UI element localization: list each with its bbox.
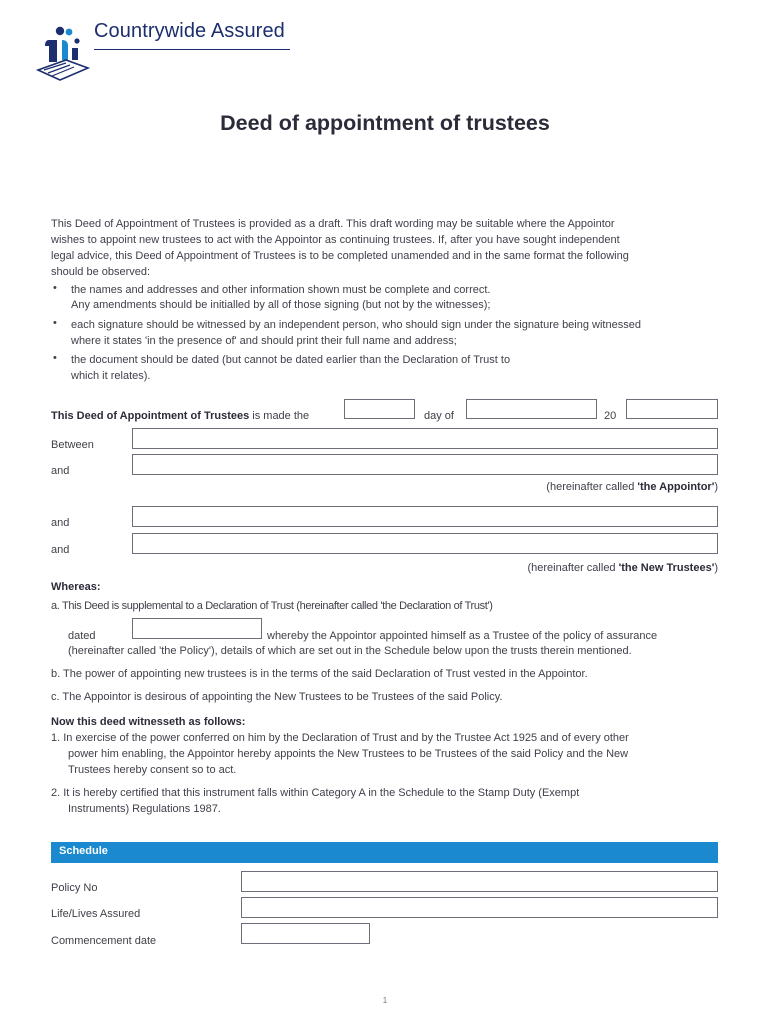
and-label: and	[51, 517, 70, 529]
trustees-note-pre: (hereinafter called	[527, 562, 619, 574]
day-of-label: day of	[424, 410, 454, 422]
policy-no-input[interactable]	[241, 871, 718, 892]
appointor-note-pre: (hereinafter called	[546, 481, 638, 493]
year-prefix-label: 20	[604, 410, 617, 422]
witnesseth-p2: 2. It is hereby certified that this instrument falls within Category A in the Schedule to the Stamp Duty (Exempt	[51, 787, 580, 799]
trustees-note-bold: 'the New Trustees'	[618, 562, 715, 574]
page-title: Deed of appointment of trustees	[220, 111, 550, 135]
commencement-label: Commencement date	[51, 935, 157, 947]
trustees-note-post: )	[714, 562, 718, 574]
appointor-address-input[interactable]	[132, 454, 718, 475]
commencement-date-input[interactable]	[241, 923, 370, 944]
witnesseth-p1: 1. In exercise of the power conferred on him by the Declaration of Trust and by the Trustee Act 1925 and of every other	[51, 732, 629, 744]
appointor-note-post: )	[714, 481, 718, 493]
day-input[interactable]	[344, 399, 415, 419]
witnesseth-heading: Now this deed witnesseth as follows:	[51, 716, 246, 728]
bullet-icon: •	[53, 352, 57, 364]
whereas-b: b. The power of appointing new trustees is in the terms of the said Declaration of Trust vested in the Appointor.	[51, 668, 588, 680]
page-number: 1	[382, 996, 388, 1005]
lives-assured-input[interactable]	[241, 897, 718, 918]
intro-line: legal advice, this Deed of Appointment of Trustees is to be completed unamended and in the same format the following	[51, 250, 629, 262]
bullet-text: Any amendments should be initialled by all of those signing (but not by the witnesses);	[71, 299, 491, 311]
lives-assured-label: Life/Lives Assured	[51, 908, 141, 920]
and-label: and	[51, 544, 70, 556]
bullet-text: the document should be dated (but cannot be dated earlier than the Declaration of Trust to	[71, 354, 511, 366]
intro-line: should be observed:	[51, 266, 151, 278]
intro-line: This Deed of Appointment of Trustees is provided as a draft. This draft wording may be suitable where the Appointor	[51, 218, 615, 230]
and-label: and	[51, 465, 70, 477]
year-input[interactable]	[626, 399, 718, 419]
declaration-date-input[interactable]	[132, 618, 262, 639]
appointor-note-bold: 'the Appointor'	[637, 481, 715, 493]
whereas-a-cont: (hereinafter called 'the Policy'), details of which are set out in the Schedule below upon the trusts therein mentioned.	[68, 645, 632, 657]
brand-underline	[94, 49, 290, 50]
bullet-icon: •	[53, 317, 57, 329]
deed-intro-rest: is made the	[252, 410, 310, 422]
schedule-header-bar	[51, 842, 718, 863]
whereas-a: a. This Deed is supplemental to a Declaration of Trust (hereinafter called 'the Declaration of Trust')	[51, 600, 493, 612]
witnesseth-p1: power him enabling, the Appointor hereby appoints the New Trustees to be Trustees of the said Policy and the New	[68, 748, 629, 760]
intro-line: wishes to appoint new trustees to act with the Appointor as continuing trustees. If, after you have sought independent	[51, 234, 620, 246]
deed-intro-bold: This Deed of Appointment of Trustees	[51, 410, 250, 422]
brand-logo-icon	[36, 26, 90, 82]
witnesseth-p1: Trustees hereby consent so to act.	[68, 764, 237, 776]
between-label: Between	[51, 439, 94, 451]
policy-no-label: Policy No	[51, 882, 98, 894]
trustee-2-input[interactable]	[132, 533, 718, 554]
bullet-text: where it states 'in the presence of' and should print their full name and address;	[71, 335, 457, 347]
deed-intro	[51, 408, 309, 424]
bullet-text: each signature should be witnessed by an independent person, who should sign under the signature being witnessed	[71, 319, 641, 331]
month-input[interactable]	[466, 399, 597, 419]
trustee-1-input[interactable]	[132, 506, 718, 527]
brand-name: Countrywide Assured	[94, 20, 285, 42]
bullet-text: the names and addresses and other information shown must be complete and correct.	[71, 284, 491, 296]
witnesseth-p2: Instruments) Regulations 1987.	[68, 803, 221, 815]
whereas-heading: Whereas:	[51, 581, 101, 593]
schedule-heading: Schedule	[59, 845, 108, 857]
bullet-text: which it relates).	[71, 370, 151, 382]
bullet-icon: •	[53, 282, 57, 294]
whereas-c: c. The Appointor is desirous of appointing the New Trustees to be Trustees of the said Policy.	[51, 691, 503, 703]
appointor-note	[0, 479, 718, 495]
dated-label: dated	[68, 630, 96, 642]
appointor-name-input[interactable]	[132, 428, 718, 449]
trustees-note	[0, 560, 718, 576]
whereas-a-cont: whereby the Appointor appointed himself as a Trustee of the policy of assurance	[267, 630, 658, 642]
